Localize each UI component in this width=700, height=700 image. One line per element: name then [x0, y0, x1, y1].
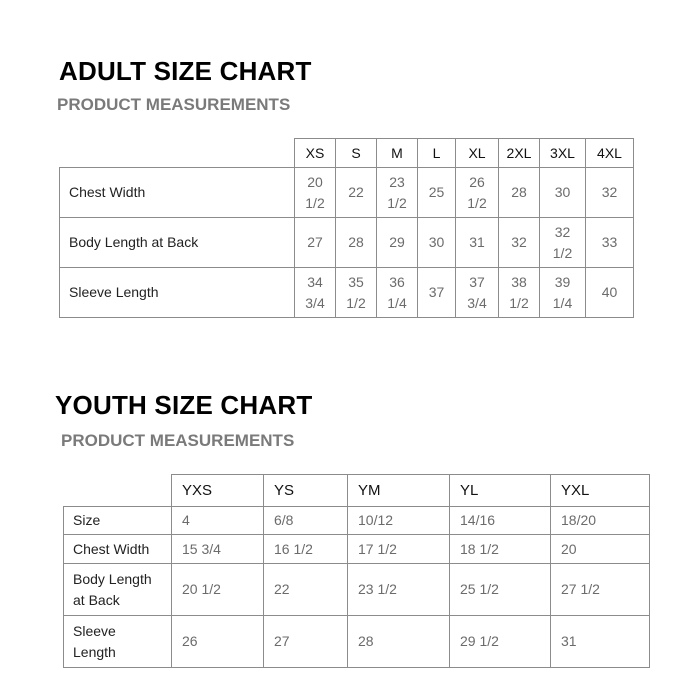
youth-cell: 15 3/4 — [172, 535, 264, 564]
youth-size-header: YS — [264, 475, 348, 507]
adult-cell: 23 1/2 — [377, 168, 418, 218]
youth-row-body-length — [64, 564, 650, 616]
youth-cell: 10/12 — [348, 507, 450, 535]
adult-row-body-length — [60, 218, 634, 268]
adult-cell: 27 — [295, 218, 336, 268]
adult-cell: 22 — [336, 168, 377, 218]
youth-chart-subtitle: PRODUCT MEASUREMENTS — [61, 431, 295, 450]
youth-row-size — [64, 507, 650, 535]
youth-size-header: YXL — [551, 475, 650, 507]
adult-row-label: Chest Width — [60, 168, 295, 218]
youth-cell: 20 — [551, 535, 650, 564]
adult-size-header: S — [336, 139, 377, 168]
adult-size-header: 3XL — [540, 139, 586, 168]
adult-size-header: L — [418, 139, 456, 168]
youth-cell: 17 1/2 — [348, 535, 450, 564]
youth-row-label: Body Length at Back — [64, 564, 172, 616]
adult-size-header: M — [377, 139, 418, 168]
youth-cell: 14/16 — [450, 507, 551, 535]
adult-cell: 35 1/2 — [336, 268, 377, 318]
youth-size-table — [63, 474, 650, 668]
youth-cell: 6/8 — [264, 507, 348, 535]
youth-size-header: YXS — [172, 475, 264, 507]
youth-cell: 18 1/2 — [450, 535, 551, 564]
adult-cell: 32 1/2 — [540, 218, 586, 268]
youth-cell: 27 — [264, 616, 348, 668]
adult-cell: 30 — [540, 168, 586, 218]
adult-chart-subtitle: PRODUCT MEASUREMENTS — [57, 95, 291, 114]
adult-cell: 37 3/4 — [456, 268, 499, 318]
adult-cell: 32 — [499, 218, 540, 268]
adult-cell: 20 1/2 — [295, 168, 336, 218]
adult-cell: 28 — [336, 218, 377, 268]
adult-chart-title: ADULT SIZE CHART — [59, 56, 312, 86]
youth-cell: 27 1/2 — [551, 564, 650, 616]
youth-cell: 25 1/2 — [450, 564, 551, 616]
adult-cell: 40 — [586, 268, 634, 318]
adult-cell: 39 1/4 — [540, 268, 586, 318]
adult-header-row — [60, 139, 634, 168]
adult-row-label: Body Length at Back — [60, 218, 295, 268]
youth-cell: 22 — [264, 564, 348, 616]
adult-cell: 38 1/2 — [499, 268, 540, 318]
youth-cell: 31 — [551, 616, 650, 668]
adult-row-sleeve-length — [60, 268, 634, 318]
adult-row-label: Sleeve Length — [60, 268, 295, 318]
adult-cell: 28 — [499, 168, 540, 218]
adult-size-header: 4XL — [586, 139, 634, 168]
adult-size-header: 2XL — [499, 139, 540, 168]
youth-row-sleeve-length — [64, 616, 650, 668]
youth-cell: 18/20 — [551, 507, 650, 535]
adult-cell: 29 — [377, 218, 418, 268]
adult-cell: 31 — [456, 218, 499, 268]
youth-cell: 26 — [172, 616, 264, 668]
youth-corner-cell — [64, 475, 172, 507]
adult-cell: 26 1/2 — [456, 168, 499, 218]
youth-cell: 4 — [172, 507, 264, 535]
youth-row-label: Size — [64, 507, 172, 535]
adult-cell: 34 3/4 — [295, 268, 336, 318]
adult-corner-cell — [60, 139, 295, 168]
youth-chart-title: YOUTH SIZE CHART — [55, 390, 313, 420]
adult-row-chest-width — [60, 168, 634, 218]
youth-header-row — [64, 475, 650, 507]
youth-cell: 29 1/2 — [450, 616, 551, 668]
adult-cell: 33 — [586, 218, 634, 268]
youth-row-label: Sleeve Length — [64, 616, 172, 668]
youth-cell: 20 1/2 — [172, 564, 264, 616]
adult-size-header: XS — [295, 139, 336, 168]
youth-row-chest-width — [64, 535, 650, 564]
youth-size-header: YM — [348, 475, 450, 507]
youth-row-label: Chest Width — [64, 535, 172, 564]
adult-cell: 37 — [418, 268, 456, 318]
adult-cell: 25 — [418, 168, 456, 218]
youth-cell: 28 — [348, 616, 450, 668]
youth-cell: 16 1/2 — [264, 535, 348, 564]
youth-size-header: YL — [450, 475, 551, 507]
youth-cell: 23 1/2 — [348, 564, 450, 616]
adult-cell: 32 — [586, 168, 634, 218]
adult-size-header: XL — [456, 139, 499, 168]
adult-cell: 30 — [418, 218, 456, 268]
adult-size-table — [59, 138, 634, 318]
adult-cell: 36 1/4 — [377, 268, 418, 318]
